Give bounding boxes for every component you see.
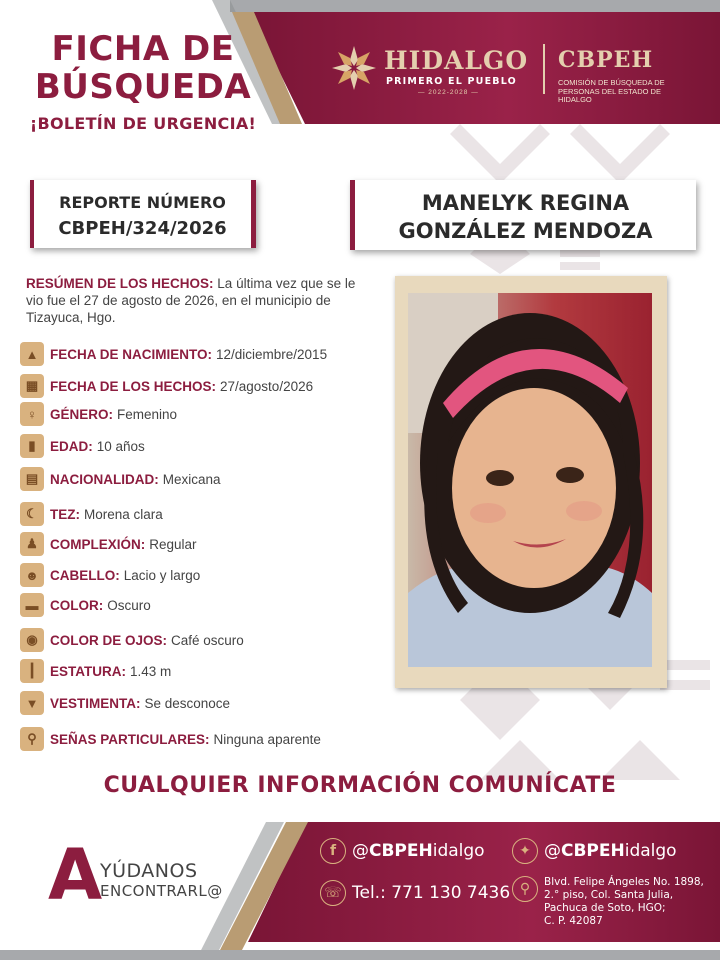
ayudanos-logo-line1: YÚDANOS xyxy=(100,860,198,882)
detail-label: COLOR: xyxy=(50,597,104,613)
detail-label: CABELLO: xyxy=(50,567,120,583)
phone-icon: ☏ xyxy=(320,880,346,906)
gender-icon: ♀ xyxy=(20,402,44,426)
age-chart-icon: ▮ xyxy=(20,434,44,458)
eye-icon: ◉ xyxy=(20,628,44,652)
title-block xyxy=(18,30,268,133)
detail-value: Oscuro xyxy=(107,597,151,613)
portrait-illustration xyxy=(408,293,652,667)
detail-hair xyxy=(20,562,380,588)
detail-label: COLOR DE OJOS: xyxy=(50,632,168,648)
twitter-handle[interactable]: @CBPEHidalgo xyxy=(544,841,677,861)
detail-label: SEÑAS PARTICULARES: xyxy=(50,731,210,747)
hidalgo-logo-years: — 2022-2028 — xyxy=(418,89,479,96)
phone-number[interactable]: Tel.: 771 130 7436 xyxy=(352,883,511,903)
detail-clothing xyxy=(20,690,380,716)
id-card-icon: ▤ xyxy=(20,467,44,491)
address-line4: C. P. 42087 xyxy=(544,915,603,927)
detail-label: COMPLEXIÓN: xyxy=(50,536,146,552)
ruler-icon: ┃ xyxy=(20,659,44,683)
page-title-line2: BÚSQUEDA xyxy=(34,67,252,107)
detail-distinguishing-marks xyxy=(20,726,380,752)
color-swatch-icon: ▬ xyxy=(20,593,44,617)
detail-gender xyxy=(20,401,380,427)
page-title-line1: FICHA DE xyxy=(51,29,235,69)
address-text xyxy=(544,876,704,928)
birthday-cake-icon: ▲ xyxy=(20,342,44,366)
call-to-action: CUALQUIER INFORMACIÓN COMUNÍCATE xyxy=(103,773,617,798)
detail-age xyxy=(20,433,380,459)
detail-height xyxy=(20,658,380,684)
summary-of-events xyxy=(26,275,366,326)
detail-value: Ninguna aparente xyxy=(213,731,321,747)
page-subtitle: ¡BOLETÍN DE URGENCIA! xyxy=(29,114,257,133)
hidalgo-logo-text: HIDALGO xyxy=(384,46,529,75)
detail-complexion-tone xyxy=(20,501,380,527)
detail-value: 27/agosto/2026 xyxy=(220,378,314,394)
detail-value: Se desconoce xyxy=(144,695,231,711)
twitter-contact[interactable] xyxy=(512,838,677,864)
detail-value: Regular xyxy=(149,536,197,552)
magnifier-hand-icon: ⚲ xyxy=(20,727,44,751)
twitter-bird-icon: ✦ xyxy=(512,838,538,864)
report-number-value: CBPEH/324/2026 xyxy=(58,218,227,239)
detail-label: NACIONALIDAD: xyxy=(50,471,159,487)
detail-nationality xyxy=(20,466,380,492)
detail-eye-color xyxy=(20,627,380,653)
header-gray-band xyxy=(230,0,720,12)
facebook-handle[interactable]: @CBPEHidalgo xyxy=(352,841,485,861)
detail-value: Morena clara xyxy=(84,506,163,522)
logo-divider xyxy=(543,44,545,94)
summary-text: La última vez que se le vio fue el 27 de agosto de 2026, en el municipio de Tizayuca, Hgo. xyxy=(26,276,356,325)
detail-label: FECHA DE LOS HECHOS: xyxy=(50,378,217,394)
detail-label: ESTATURA: xyxy=(50,663,126,679)
face-profile-icon: ☾ xyxy=(20,502,44,526)
body-build-icon: ♟ xyxy=(20,532,44,556)
person-name-line2: GONZÁLEZ MENDOZA xyxy=(398,219,653,243)
calendar-icon: ▦ xyxy=(20,374,44,398)
missing-person-photo xyxy=(408,293,652,667)
detail-build xyxy=(20,531,380,557)
location-pin-icon: ⚲ xyxy=(512,876,538,902)
hair-icon: ☻ xyxy=(20,563,44,587)
report-number-box xyxy=(30,180,256,248)
cbpeh-logo-subtitle: COMISIÓN DE BÚSQUEDA DE PERSONAS DEL ESTADO DE HIDALGO xyxy=(558,78,665,104)
detail-value: 10 años xyxy=(96,438,145,454)
detail-event-date xyxy=(20,373,380,399)
address-line2: 2.° piso, Col. Santa Julia, xyxy=(544,889,674,901)
facebook-icon: f xyxy=(320,838,346,864)
detail-birth-date xyxy=(20,341,380,367)
person-name-line1: MANELYK REGINA xyxy=(421,191,630,215)
ayudanos-logo-letter: A xyxy=(48,834,103,916)
summary-label: RESÚMEN DE LOS HECHOS: xyxy=(26,276,214,291)
detail-value: Café oscuro xyxy=(171,632,244,648)
footer-gray-band xyxy=(0,950,720,960)
address-line3: Pachuca de Soto, HGO; xyxy=(544,902,666,914)
detail-value: 12/diciembre/2015 xyxy=(216,346,328,362)
detail-hair-color xyxy=(20,592,380,618)
detail-label: FECHA DE NACIMIENTO: xyxy=(50,346,212,362)
detail-value: Lacio y largo xyxy=(123,567,201,583)
shirt-icon: ▼ xyxy=(20,691,44,715)
hidalgo-star-logo-icon xyxy=(330,44,378,92)
person-name-box xyxy=(350,180,696,250)
detail-label: EDAD: xyxy=(50,438,93,454)
address-line1: Blvd. Felipe Ángeles No. 1898, xyxy=(544,876,704,888)
report-number-label: REPORTE NÚMERO xyxy=(59,193,226,212)
address-contact xyxy=(512,876,704,928)
facebook-contact[interactable] xyxy=(320,838,485,864)
ayudanos-logo-line2: ENCONTRARL@ xyxy=(100,882,223,900)
cbpeh-logo-text: CBPEH xyxy=(558,47,654,73)
detail-value: 1.43 m xyxy=(130,663,172,679)
detail-value: Femenino xyxy=(117,406,178,422)
detail-label: VESTIMENTA: xyxy=(50,695,141,711)
detail-label: GÉNERO: xyxy=(50,406,114,422)
detail-label: TEZ: xyxy=(50,506,80,522)
phone-contact[interactable] xyxy=(320,880,510,906)
hidalgo-logo-subtitle: PRIMERO EL PUEBLO xyxy=(386,76,517,87)
detail-value: Mexicana xyxy=(162,471,221,487)
